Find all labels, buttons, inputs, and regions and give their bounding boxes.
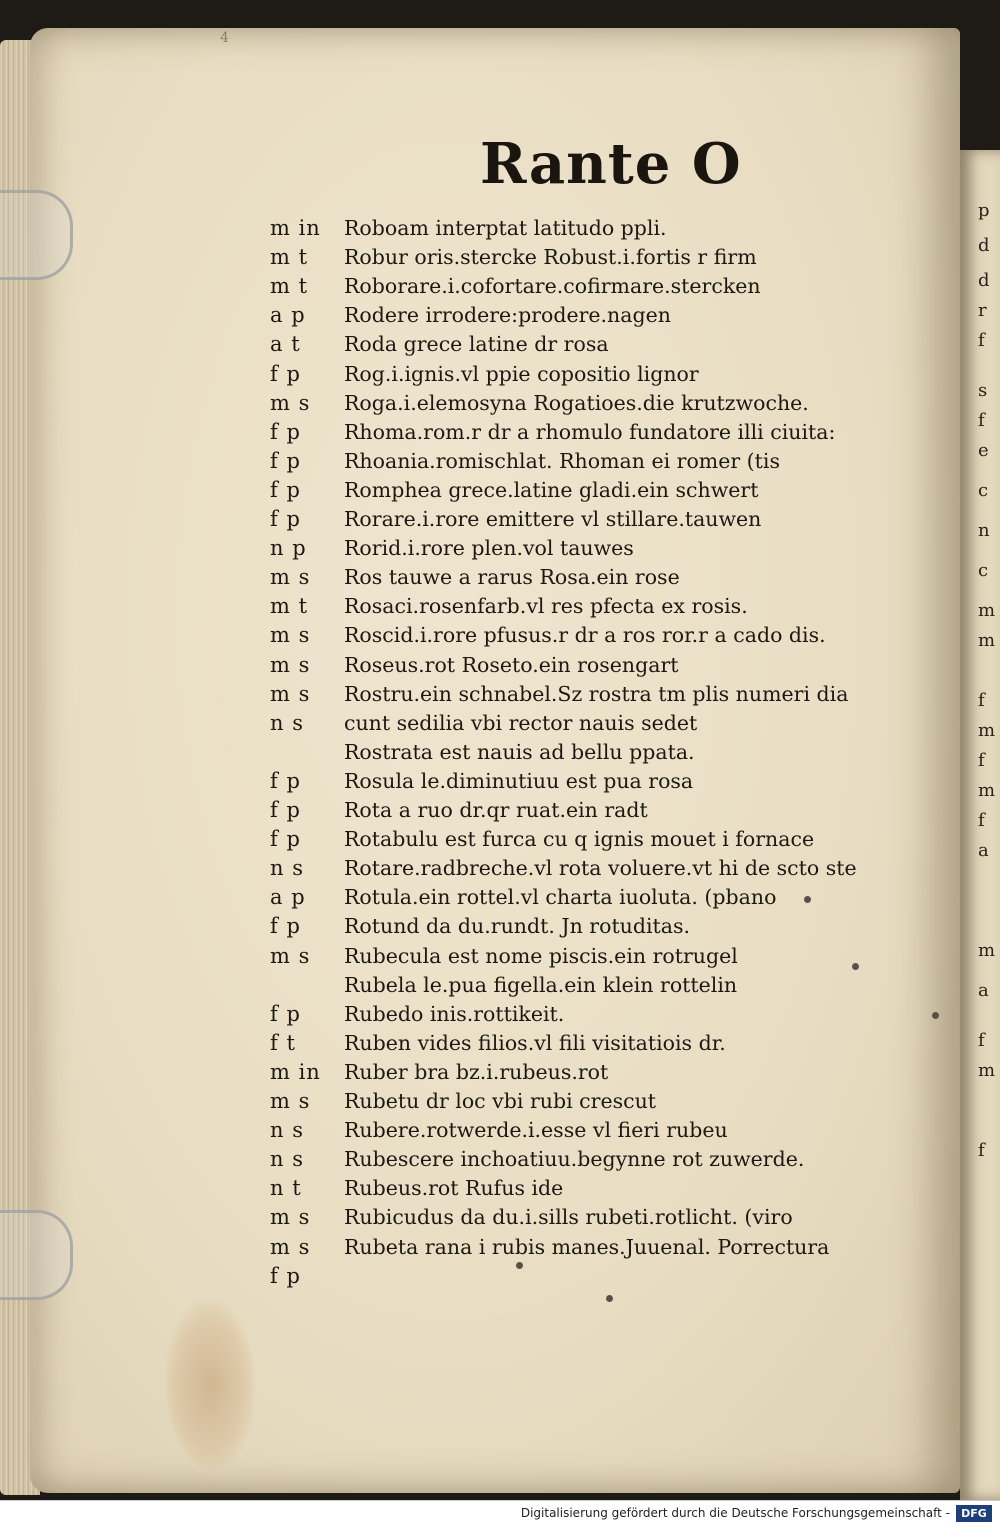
grammar-code: m in — [270, 216, 321, 240]
grammar-code: n t — [270, 1176, 302, 1201]
page-number: 4 — [220, 30, 229, 46]
entry-text: Rhoania.romischlat. Rhoman ei romer (tis — [344, 448, 780, 473]
entry-row — [0, 243, 1000, 271]
entry-text: Rubere.rotwerde.i.esse vl fieri rubeu — [344, 1118, 728, 1143]
entry-row — [0, 301, 1000, 329]
grammar-code: f p — [270, 507, 301, 531]
entry-row — [0, 592, 1000, 620]
entry-row — [0, 476, 1000, 504]
margin-glyph: c — [978, 560, 989, 581]
entry-text: Rubescere inchoatiuu.begynne rot zuwerde. — [344, 1147, 805, 1172]
grammar-code: m s — [270, 565, 311, 590]
grammar-code: m s — [270, 1089, 311, 1113]
entry-text: Rubecula est nome piscis.ein rotrugel — [344, 943, 738, 968]
entry-text: Rorid.i.rore plen.vol tauwes — [344, 536, 634, 561]
entry-row — [0, 796, 1000, 824]
grammar-code: f p — [270, 361, 301, 386]
footer-credit: Digitalisierung gefördert durch die Deutsche Forschungsgemeinschaft - — [520, 1506, 950, 1520]
entry-text: Rog.i.ignis.vl ppie copositio lignor — [344, 361, 699, 386]
entry-text: Rorare.i.rore emittere vl stillare.tauwen — [344, 507, 762, 531]
entry-row — [0, 505, 1000, 533]
grammar-code: n s — [270, 1147, 304, 1172]
margin-glyph: f — [978, 810, 985, 831]
entry-text: cunt sedilia vbi rector nauis sedet — [344, 710, 698, 735]
margin-glyph: e — [978, 440, 989, 461]
margin-glyph: m — [978, 780, 996, 801]
entry-text: Roseus.rot Roseto.ein rosengart — [344, 652, 679, 677]
entry-row — [0, 912, 1000, 940]
entry-row — [0, 854, 1000, 882]
entry-text: Rodere irrodere:prodere.nagen — [344, 303, 671, 328]
margin-glyph: f — [978, 1030, 985, 1051]
grammar-code: a p — [270, 303, 306, 328]
ink-spot — [606, 1295, 613, 1302]
entry-text: Rosula le.diminutiuu est pua rosa — [344, 768, 694, 793]
entry-text: Roborare.i.cofortare.cofirmare.stercken — [344, 274, 761, 299]
margin-glyph: f — [978, 690, 985, 711]
entry-text: Rubeta rana i rubis manes.Juuenal. Porrectura — [344, 1234, 830, 1259]
entry-text: Rotund da du.rundt. Jn rotuditas. — [344, 914, 691, 939]
margin-glyph: p — [978, 200, 990, 221]
footer-bar — [0, 1500, 1000, 1527]
entry-row — [0, 1029, 1000, 1057]
grammar-code: m s — [270, 623, 311, 648]
grammar-code: f p — [270, 477, 301, 502]
entry-text: Ros tauwe a rarus Rosa.ein rose — [344, 565, 680, 590]
grammar-code: a p — [270, 885, 306, 910]
entry-text: Rubicudus da du.i.sills rubeti.rotlicht. (viro — [344, 1205, 793, 1230]
margin-glyph: s — [978, 380, 988, 401]
grammar-code: m t — [270, 245, 309, 270]
entry-text: Rosaci.rosenfarb.vl res pfecta ex rosis. — [344, 594, 748, 619]
grammar-code: m s — [270, 1234, 311, 1259]
margin-glyph: m — [978, 720, 996, 741]
entry-row — [0, 214, 1000, 242]
grammar-code: f p — [270, 914, 301, 939]
entry-row — [0, 360, 1000, 388]
grammar-code: n s — [270, 856, 304, 881]
entry-row — [0, 1116, 1000, 1144]
grammar-code: f t — [270, 1030, 296, 1055]
entry-row — [0, 330, 1000, 358]
grammar-code: m t — [270, 274, 309, 299]
grammar-code: a t — [270, 332, 301, 357]
entry-row — [0, 709, 1000, 737]
margin-glyph: c — [978, 480, 989, 501]
grammar-code: n s — [270, 710, 304, 735]
entry-row — [0, 1145, 1000, 1173]
entry-row — [0, 1203, 1000, 1231]
entry-text: Rotare.radbreche.vl rota voluere.vt hi de scto ste — [344, 856, 857, 881]
grammar-code: f p — [270, 827, 301, 852]
ink-spot — [932, 1012, 939, 1019]
entry-text: Rubetu dr loc vbi rubi crescut — [344, 1089, 657, 1113]
margin-glyph: d — [978, 270, 990, 291]
entry-row — [0, 1233, 1000, 1261]
grammar-code: f p — [270, 448, 301, 473]
entry-text: Rotabulu est furca cu q ignis mouet i fornace — [344, 827, 815, 852]
grammar-code: f p — [270, 798, 301, 822]
grammar-code: f p — [270, 419, 301, 444]
grammar-code: n s — [270, 1118, 304, 1143]
margin-glyph: d — [978, 235, 990, 256]
entry-row — [0, 767, 1000, 795]
grammar-code: f p — [270, 1001, 301, 1026]
grammar-code: n p — [270, 536, 307, 561]
entry-row — [0, 563, 1000, 591]
entry-row — [0, 1262, 1000, 1290]
entry-text: Rostrata est nauis ad bellu ppata. — [344, 739, 695, 764]
grammar-code: m s — [270, 681, 311, 706]
ink-spot — [804, 896, 811, 903]
entry-row — [0, 971, 1000, 999]
margin-glyph: m — [978, 1060, 996, 1081]
entry-text: Roga.i.elemosyna Rogatioes.die krutzwoche. — [344, 390, 809, 415]
margin-glyph: m — [978, 630, 996, 651]
entry-row — [0, 621, 1000, 649]
grammar-code: m s — [270, 652, 311, 677]
entry-text: Rhoma.rom.r dr a rhomulo fundatore illi ciuita: — [344, 419, 836, 444]
grammar-code: f p — [270, 768, 301, 793]
page-heading: Rante O — [480, 131, 742, 197]
margin-glyph: f — [978, 330, 985, 351]
entry-row — [0, 1087, 1000, 1115]
margin-glyph: a — [978, 840, 989, 861]
margin-glyph: a — [978, 980, 989, 1001]
entry-row — [0, 883, 1000, 911]
margin-glyph: f — [978, 410, 985, 431]
entry-row — [0, 651, 1000, 679]
margin-glyph: m — [978, 600, 996, 621]
grammar-code: m s — [270, 390, 311, 415]
grammar-code: m in — [270, 1059, 321, 1084]
entry-text: Robur oris.stercke Robust.i.fortis r firm — [344, 245, 757, 270]
entry-row — [0, 389, 1000, 417]
entry-row — [0, 418, 1000, 446]
entry-text: Roscid.i.rore pfusus.r dr a ros ror.r a cado dis. — [344, 623, 826, 648]
grammar-code: m s — [270, 943, 311, 968]
dfg-logo: DFG — [956, 1505, 992, 1522]
margin-glyph: m — [978, 940, 996, 961]
entry-row — [0, 1174, 1000, 1202]
entry-text: Rubedo inis.rottikeit. — [344, 1001, 565, 1026]
margin-glyph: f — [978, 750, 985, 771]
entry-text: Roda grece latine dr rosa — [344, 332, 609, 357]
entry-text: Ruber bra bz.i.rubeus.rot — [344, 1059, 609, 1084]
entry-row — [0, 942, 1000, 970]
entry-text: Rotula.ein rottel.vl charta iuoluta. (pbano — [344, 885, 777, 910]
grammar-code: f p — [270, 1263, 301, 1288]
entry-row — [0, 272, 1000, 300]
ink-spot — [852, 963, 859, 970]
ink-spot — [516, 1262, 523, 1269]
entry-row — [0, 738, 1000, 766]
entry-text: Rostru.ein schnabel.Sz rostra tm plis numeri dia — [344, 681, 849, 706]
margin-glyph: r — [978, 300, 987, 321]
entry-row — [0, 1058, 1000, 1086]
entry-row — [0, 825, 1000, 853]
entry-text: Rota a ruo dr.qr ruat.ein radt — [344, 798, 648, 822]
margin-glyph: f — [978, 1140, 985, 1161]
entry-row — [0, 1000, 1000, 1028]
entry-row — [0, 534, 1000, 562]
margin-glyph: n — [978, 520, 990, 541]
entry-text: Rubela le.pua figella.ein klein rottelin — [344, 972, 738, 997]
entry-row — [0, 447, 1000, 475]
grammar-code: m t — [270, 594, 309, 619]
entry-text: Rubeus.rot Rufus ide — [344, 1176, 564, 1201]
entry-text: Roboam interptat latitudo ppli. — [344, 216, 667, 240]
entry-text: Romphea grece.latine gladi.ein schwert — [344, 477, 759, 502]
entry-row — [0, 680, 1000, 708]
grammar-code: m s — [270, 1205, 311, 1230]
entry-text: Ruben vides filios.vl fili visitatiois dr. — [344, 1030, 726, 1055]
